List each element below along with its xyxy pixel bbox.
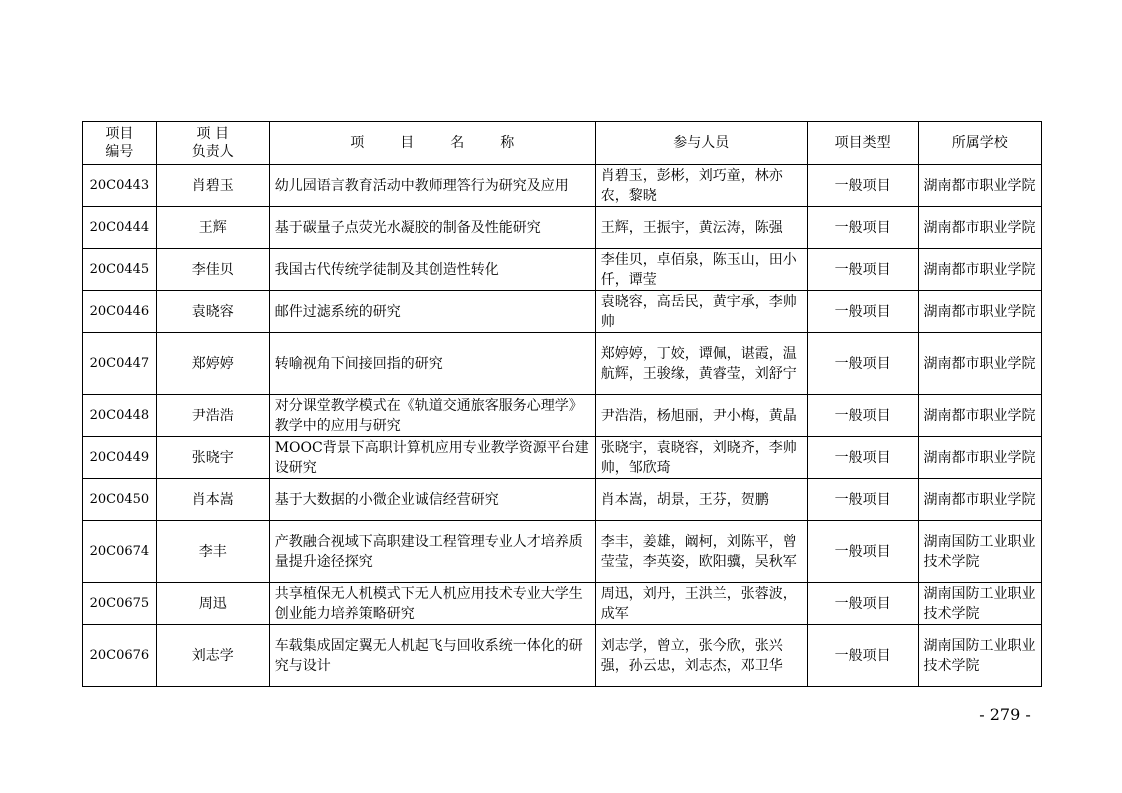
cell-type: 一般项目 bbox=[807, 437, 918, 479]
cell-type: 一般项目 bbox=[807, 479, 918, 521]
table-row bbox=[83, 479, 1042, 521]
table-row bbox=[83, 333, 1042, 395]
cell-school: 湖南国防工业职业技术学院 bbox=[918, 625, 1041, 687]
cell-type: 一般项目 bbox=[807, 291, 918, 333]
cell-members: 尹浩浩，杨旭丽，尹小梅，黄晶 bbox=[595, 395, 807, 437]
table-row bbox=[83, 207, 1042, 249]
header-code-line1: 项目 bbox=[105, 126, 134, 142]
cell-lead: 肖碧玉 bbox=[156, 165, 269, 207]
cell-lead: 周迅 bbox=[156, 583, 269, 625]
cell-title: 幼儿园语言教育活动中教师理答行为研究及应用 bbox=[269, 165, 595, 207]
header-code bbox=[83, 122, 157, 165]
header-type: 项目类型 bbox=[807, 122, 918, 165]
cell-members: 王辉，王振宇，黄沄涛，陈强 bbox=[595, 207, 807, 249]
table-row bbox=[83, 165, 1042, 207]
cell-members: 张晓宇，袁晓容，刘晓齐，李帅帅，邹欣琦 bbox=[595, 437, 807, 479]
cell-lead: 尹浩浩 bbox=[156, 395, 269, 437]
cell-school: 湖南都市职业学院 bbox=[918, 291, 1041, 333]
cell-members: 李丰，姜雄，阚柯，刘陈平，曾莹莹，李英姿，欧阳骥，吴秋军 bbox=[595, 521, 807, 583]
cell-lead: 郑婷婷 bbox=[156, 333, 269, 395]
table-row bbox=[83, 437, 1042, 479]
cell-school: 湖南都市职业学院 bbox=[918, 165, 1041, 207]
cell-lead: 刘志学 bbox=[156, 625, 269, 687]
cell-code: 20C0675 bbox=[83, 583, 157, 625]
cell-code: 20C0676 bbox=[83, 625, 157, 687]
cell-members: 李佳贝，卓佰泉，陈玉山，田小仟，谭莹 bbox=[595, 249, 807, 291]
header-school: 所属学校 bbox=[918, 122, 1041, 165]
page-number: - 279 - bbox=[979, 705, 1031, 724]
cell-code: 20C0444 bbox=[83, 207, 157, 249]
cell-school: 湖南都市职业学院 bbox=[918, 207, 1041, 249]
cell-type: 一般项目 bbox=[807, 207, 918, 249]
cell-school: 湖南国防工业职业技术学院 bbox=[918, 583, 1041, 625]
cell-title: 共享植保无人机模式下无人机应用技术专业大学生创业能力培养策略研究 bbox=[269, 583, 595, 625]
cell-title: 基于大数据的小微企业诚信经营研究 bbox=[269, 479, 595, 521]
cell-title: 我国古代传统学徒制及其创造性转化 bbox=[269, 249, 595, 291]
cell-members: 郑婷婷，丁姣，谭佩，谌霞，温航辉，王骏缘，黄睿莹，刘舒宁 bbox=[595, 333, 807, 395]
header-lead bbox=[156, 122, 269, 165]
cell-school: 湖南都市职业学院 bbox=[918, 395, 1041, 437]
cell-title: 邮件过滤系统的研究 bbox=[269, 291, 595, 333]
cell-type: 一般项目 bbox=[807, 395, 918, 437]
header-members: 参与人员 bbox=[595, 122, 807, 165]
table-row bbox=[83, 583, 1042, 625]
cell-code: 20C0445 bbox=[83, 249, 157, 291]
cell-members: 肖碧玉，彭彬，刘巧童，林亦农，黎晓 bbox=[595, 165, 807, 207]
cell-school: 湖南都市职业学院 bbox=[918, 333, 1041, 395]
cell-lead: 李丰 bbox=[156, 521, 269, 583]
cell-type: 一般项目 bbox=[807, 249, 918, 291]
cell-lead: 肖本嵩 bbox=[156, 479, 269, 521]
table-header-row bbox=[83, 122, 1042, 165]
cell-title: 对分课堂教学模式在《轨道交通旅客服务心理学》教学中的应用与研究 bbox=[269, 395, 595, 437]
header-lead-line2: 负责人 bbox=[191, 144, 234, 160]
cell-title: 基于碳量子点荧光水凝胶的制备及性能研究 bbox=[269, 207, 595, 249]
cell-code: 20C0448 bbox=[83, 395, 157, 437]
cell-type: 一般项目 bbox=[807, 521, 918, 583]
cell-lead: 李佳贝 bbox=[156, 249, 269, 291]
cell-members: 刘志学，曾立，张今欣，张兴强，孙云忠，刘志杰，邓卫华 bbox=[595, 625, 807, 687]
cell-type: 一般项目 bbox=[807, 165, 918, 207]
header-code-line2: 编号 bbox=[105, 144, 134, 160]
cell-lead: 王辉 bbox=[156, 207, 269, 249]
cell-title: 产教融合视域下高职建设工程管理专业人才培养质量提升途径探究 bbox=[269, 521, 595, 583]
cell-type: 一般项目 bbox=[807, 583, 918, 625]
cell-code: 20C0450 bbox=[83, 479, 157, 521]
header-title bbox=[269, 122, 595, 165]
cell-type: 一般项目 bbox=[807, 625, 918, 687]
cell-title: MOOC背景下高职计算机应用专业教学资源平台建设研究 bbox=[269, 437, 595, 479]
table-row bbox=[83, 249, 1042, 291]
cell-school: 湖南都市职业学院 bbox=[918, 479, 1041, 521]
cell-title: 转喻视角下间接回指的研究 bbox=[269, 333, 595, 395]
header-title-label: 项目名称 bbox=[350, 135, 551, 151]
project-table bbox=[82, 121, 1042, 687]
table-row bbox=[83, 291, 1042, 333]
cell-lead: 张晓宇 bbox=[156, 437, 269, 479]
cell-members: 肖本嵩，胡景，王芬，贺鹏 bbox=[595, 479, 807, 521]
cell-members: 周迅，刘丹，王洪兰，张蓉波，成军 bbox=[595, 583, 807, 625]
cell-code: 20C0446 bbox=[83, 291, 157, 333]
cell-lead: 袁晓容 bbox=[156, 291, 269, 333]
cell-code: 20C0447 bbox=[83, 333, 157, 395]
table-row bbox=[83, 521, 1042, 583]
cell-school: 湖南都市职业学院 bbox=[918, 437, 1041, 479]
cell-type: 一般项目 bbox=[807, 333, 918, 395]
header-lead-line1: 项 目 bbox=[196, 126, 229, 142]
cell-school: 湖南国防工业职业技术学院 bbox=[918, 521, 1041, 583]
cell-code: 20C0449 bbox=[83, 437, 157, 479]
cell-code: 20C0443 bbox=[83, 165, 157, 207]
cell-title: 车载集成固定翼无人机起飞与回收系统一体化的研究与设计 bbox=[269, 625, 595, 687]
cell-code: 20C0674 bbox=[83, 521, 157, 583]
cell-members: 袁晓容，高岳民，黄宇承，李帅帅 bbox=[595, 291, 807, 333]
table-row bbox=[83, 395, 1042, 437]
cell-school: 湖南都市职业学院 bbox=[918, 249, 1041, 291]
table-row bbox=[83, 625, 1042, 687]
